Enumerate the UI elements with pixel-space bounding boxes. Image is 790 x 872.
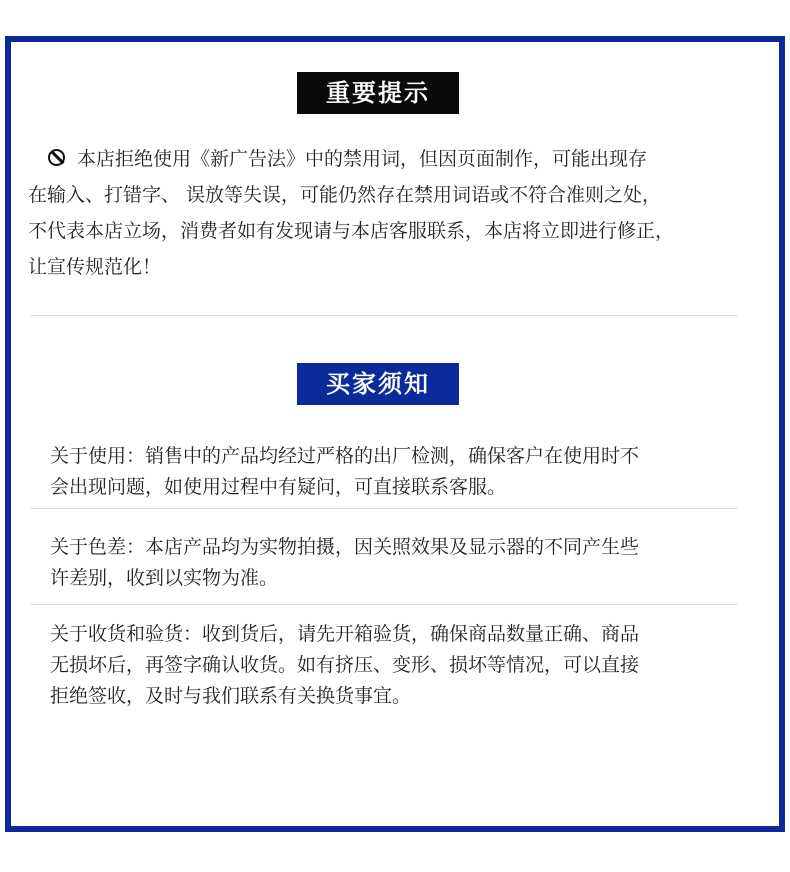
notice-line: 在输入、打错字、 误放等失误，可能仍然存在禁用词语或不符合准则之处， [28, 184, 662, 206]
ban-icon [48, 149, 65, 166]
notice-line: 本店拒绝使用《新广告法》中的禁用词，但因页面制作，可能出现存 [28, 141, 752, 177]
note-line: 关于收货和验货：收到货后，请先开箱验货，确保商品数量正确、商品 [50, 623, 640, 645]
section-divider [30, 315, 738, 316]
note-line: 许差别，收到以实物为准。 [50, 567, 279, 589]
note-line: 关于色差：本店产品均为实物拍摄，因关照效果及显示器的不同产生些 [50, 536, 640, 558]
color-difference-note [50, 532, 740, 594]
note-line: 会出现问题，如使用过程中有疑问，可直接联系客服。 [50, 476, 507, 498]
note-line: 关于使用：销售中的产品均经过严格的出厂检测，确保客户在使用时不 [50, 445, 640, 467]
usage-note [50, 441, 740, 503]
notice-paragraph [28, 141, 752, 285]
notice-line: 让宣传规范化！ [28, 256, 162, 278]
notice-line: 不代表本店立场，消费者如有发现请与本店客服联系，本店将立即进行修正， [28, 220, 675, 242]
item-divider [30, 604, 738, 605]
important-notice-title: 重要提示 [297, 72, 459, 114]
item-divider [30, 508, 738, 509]
buyer-notice-title: 买家须知 [297, 363, 459, 405]
note-line: 无损坏后，再签字确认收货。如有挤压、变形、损坏等情况，可以直接 [50, 654, 640, 676]
receiving-inspection-note [50, 619, 740, 712]
note-line: 拒绝签收，及时与我们联系有关换货事宜。 [50, 685, 412, 707]
